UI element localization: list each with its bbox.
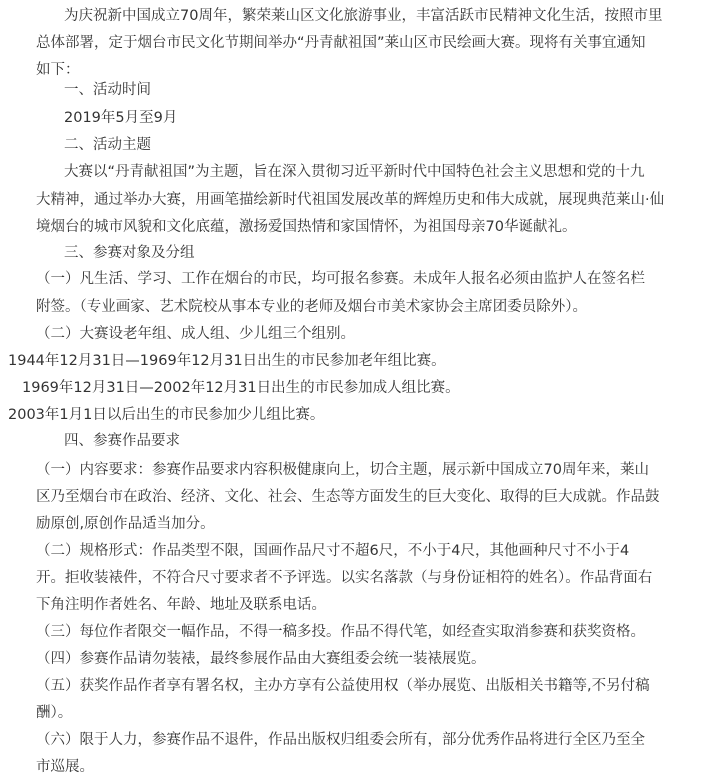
participants-item-1-line-1: （一）凡生活、学习、工作在烟台的市民，均可报名参赛。未成年人报名必须由监护人在签名栏 [36,271,645,287]
requirements-item-2-line-2: 开。拒收装裱件，不符合尺寸要求者不予评选。以实名落款（与身份证相符的姓名）。作品背面右 [36,570,653,586]
theme-paragraph-line-3: 境烟台的城市风貌和文化底蕴，激扬爱国热情和家国情怀，为祖国母亲70华诞献礼。 [36,219,577,235]
intro-paragraph-line-3: 如下： [36,62,80,78]
section-heading-activity-theme: 二、活动主题 [64,137,151,153]
participants-item-2: （二）大赛设老年组、成人组、少儿组三个组别。 [36,326,355,342]
activity-time-value: 2019年5月至9月 [64,110,178,126]
section-heading-work-requirements: 四、参赛作品要求 [64,433,180,449]
group-children: 2003年1月1日以后出生的市民参加少儿组比赛。 [8,407,325,423]
intro-paragraph-line-1: 为庆祝新中国成立70周年，繁荣莱山区文化旅游事业，丰富活跃市民精神文化生活，按照市里 [64,8,663,24]
requirements-item-2-line-3: 下角注明作者姓名、年龄、地址及联系电话。 [36,597,326,613]
theme-paragraph-line-2: 大精神，通过举办大赛，用画笔描绘新时代祖国发展改革的辉煌历史和伟大成就，展现典范莱山·仙 [36,192,665,208]
requirements-item-4: （四）参赛作品请勿装裱，最终参展作品由大赛组委会统一装裱展览。 [36,651,486,667]
section-heading-participants: 三、参赛对象及分组 [64,245,195,261]
requirements-item-1-line-2: 区乃至烟台市在政治、经济、文化、社会、生态等方面发生的巨大变化、取得的巨大成就。作品鼓 [36,489,660,505]
requirements-item-3: （三）每位作者限交一幅作品，不得一稿多投。作品不得代笔，如经查实取消参赛和获奖资格。 [36,624,645,640]
group-adult: 1969年12月31日—2002年12月31日出生的市民参加成人组比赛。 [22,380,460,396]
requirements-item-5-line-2: 酬）。 [36,705,73,721]
intro-paragraph-line-2: 总体部署，定于烟台市民文化节期间举办“丹青献祖国”莱山区市民绘画大赛。现将有关事宜通知 [36,35,646,51]
participants-item-1-line-2: 附签。（专业画家、艺术院校从事本专业的老师及烟台市美术家协会主席团委员除外）。 [36,299,587,315]
requirements-item-5-line-1: （五）获奖作品作者享有署名权，主办方享有公益使用权（举办展览、出版相关书籍等,不另付稿 [36,678,650,694]
section-heading-activity-time: 一、活动时间 [64,82,151,98]
requirements-item-6-line-1: （六）限于人力，参赛作品不退件，作品出版权归组委会所有，部分优秀作品将进行全区乃至全 [36,732,645,748]
theme-paragraph-line-1: 大赛以“丹青献祖国”为主题，旨在深入贯彻习近平新时代中国特色社会主义思想和党的十九 [64,164,645,180]
group-senior: 1944年12月31日—1969年12月31日出生的市民参加老年组比赛。 [8,353,446,369]
requirements-item-1-line-1: （一）内容要求：参赛作品要求内容积极健康向上，切合主题，展示新中国成立70周年来，莱山 [36,462,649,478]
requirements-item-1-line-3: 励原创,原创作品适当加分。 [36,516,215,532]
requirements-item-6-line-2: 市巡展。 [36,759,94,775]
requirements-item-2-line-1: （二）规格形式：作品类型不限，国画作品尺寸不超6尺，不小于4尺，其他画种尺寸不小于4 [36,543,630,559]
